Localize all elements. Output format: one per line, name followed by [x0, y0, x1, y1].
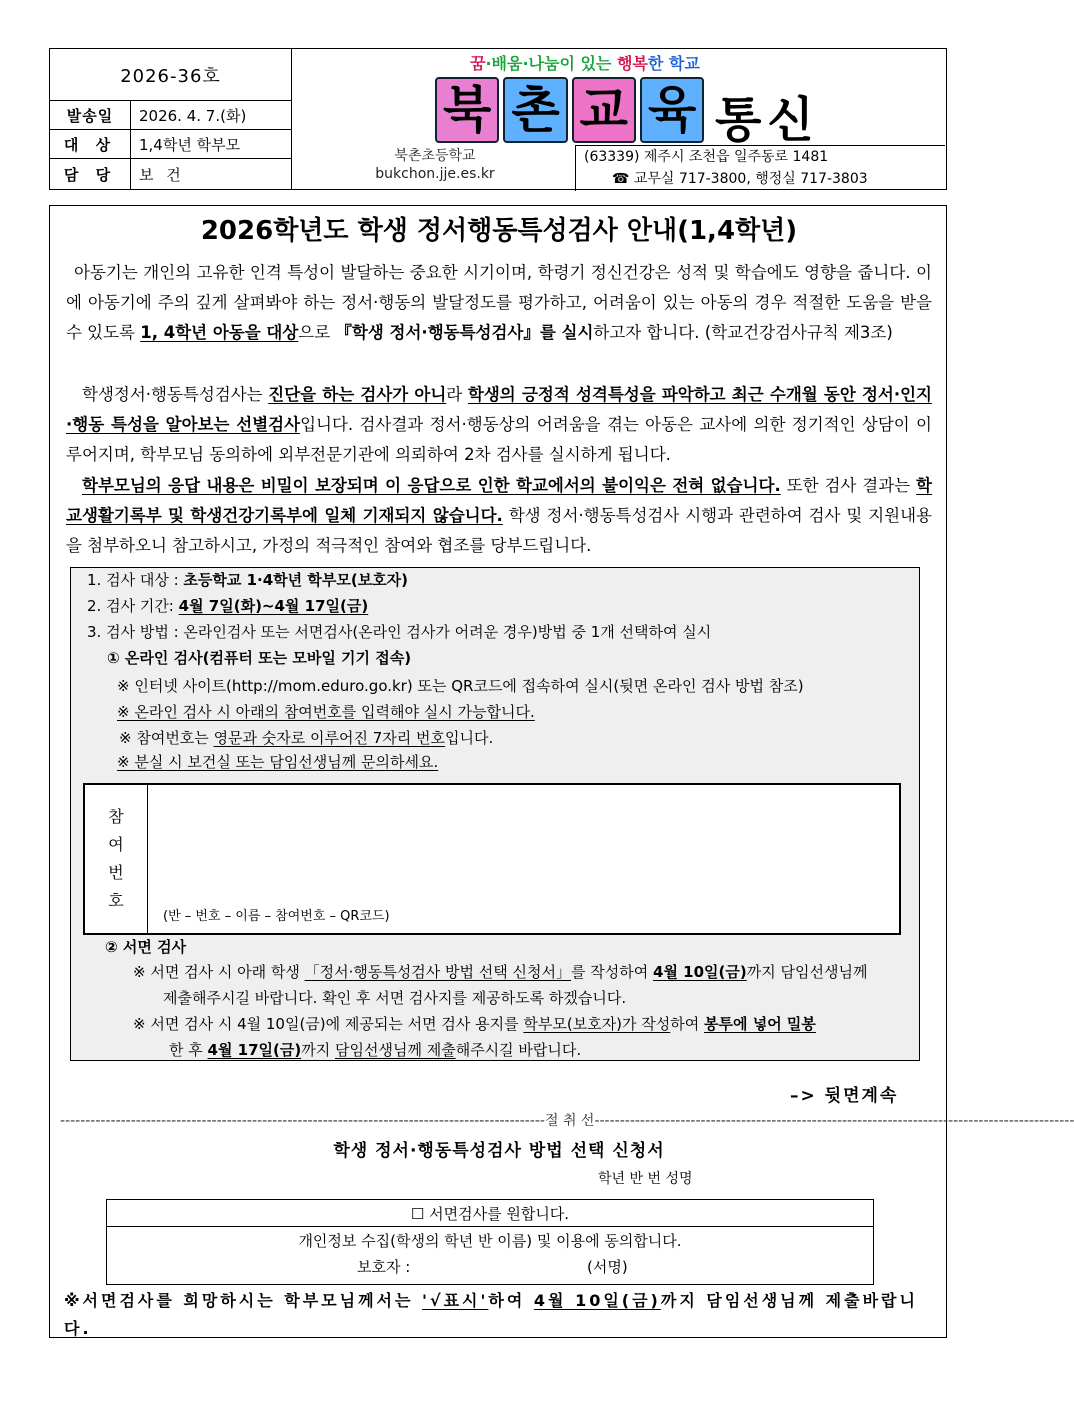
title-char-4: 육	[640, 77, 704, 143]
application-form	[106, 1199, 874, 1285]
school-slogan: 꿈·배움·나눔이 있는 행복한 학교	[470, 54, 700, 73]
guardian-label: 보호자 :	[357, 1258, 411, 1276]
signature-field[interactable]: (서명)	[587, 1258, 628, 1276]
charge-row	[50, 159, 292, 189]
online-code-note: ※ 온라인 검사 시 아래의 참여번호를 입력해야 실시 가능합니다.	[117, 703, 535, 721]
newsletter-title	[435, 77, 708, 143]
online-site-note: ※ 인터넷 사이트(http://mom.eduro.go.kr) 또는 QR코드에 접속하여 실시(뒷면 온라인 검사 방법 참조)	[117, 677, 804, 695]
title-suffix: 통신	[715, 92, 820, 148]
title-char-2: 촌	[503, 77, 567, 143]
title-char-1: 북	[435, 77, 499, 143]
exam-method: 3. 검사 방법 : 온라인검사 또는 서면검사(온라인 검사가 어려운 경우)방법 중 1개 선택하여 실시	[87, 623, 712, 641]
target-value: 1,4학년 학부모	[139, 135, 241, 154]
code-format-note: ※ 참여번호는 영문과 숫자로 이루어진 7자리 번호입니다.	[119, 729, 494, 747]
paragraph-3: 학부모님의 응답 내용은 비밀이 보장되며 이 응답으로 인한 학교에서의 불이익은 전혀 없습니다. 또한 검사 결과는 학교생활기록부 및 학생건강기록부에 일체 기재되지 않습니다. 학생 정서·행동특성검사 시행과 관련하여 검사 및 지원내용을 첨부하오니 참고하시고, 가정의 적극적인 참여와 협조를 당부드립니다.	[66, 476, 932, 555]
send-date-value: 2026. 4. 7.(화)	[139, 106, 247, 125]
paragraph-2: 학생정서·행동특성검사는 진단을 하는 검사가 아니라 학생의 긍정적 성격특성을 파악하고 최근 수개월 동안 정서·인지·행동 특성을 알아보는 선별검사입니다. 검사결과 정서·행동상의 어려움을 겪는 아동은 교사에 의한 정기적인 상담이 이루어지며, 학부모님 동의하에 외부전문기관에 의뢰하여 2차 검사를 실시하게 됩니다.	[66, 385, 932, 464]
title-char-3: 교	[572, 77, 636, 143]
paper-exam-note-1-cont: 제출해주시길 바랍니다. 확인 후 서면 검사지를 제공하도록 하겠습니다.	[163, 989, 627, 1007]
privacy-consent: 개인정보 수집(학생의 학년 반 이름) 및 이용에 동의합니다.	[298, 1232, 682, 1250]
target-row	[50, 130, 292, 159]
paper-exam-heading: ② 서면 검사	[105, 938, 187, 956]
charge-label: 담 당	[50, 159, 131, 189]
notice-title: 2026학년도 학생 정서행동특성검사 안내(1,4학년)	[200, 216, 798, 246]
paragraph-1: 아동기는 개인의 고유한 인격 특성이 발달하는 중요한 시기이며, 학령기 정신건강은 성적 및 학습에도 영향을 줍니다. 이에 아동기에 주의 깊게 살펴봐야 하는 정서·행동의 발달정도를 평가하고, 어려움이 있는 아동의 경우 적절한 도움을 받을 수 있도록 1, 4학년 아동을 대상으로 『학생 정서·행동특성검사』를 실시하고자 합니다. (학교건강검사규칙 제3조)	[66, 263, 932, 342]
main-notice	[49, 205, 1074, 1338]
school-phone: ☎ 교무실 717-3800, 행정실 717-3803	[612, 171, 868, 187]
exam-target: 1. 검사 대상 : 초등학교 1·4학년 학부모(보호자)	[87, 571, 409, 589]
exam-info-box	[70, 567, 920, 1061]
student-info-line: 학년 반 번 성명	[598, 1171, 693, 1187]
school-name: 북촌초등학교	[394, 148, 476, 164]
newsletter-header	[49, 48, 947, 190]
paper-exam-note-2: ※ 서면 검사 시 4월 10일(금)에 제공되는 서면 검사 용지를 학부모(보호자)가 작성하여 봉투에 넣어 밀봉	[133, 1015, 816, 1033]
school-url: bukchon.jje.es.kr	[375, 166, 495, 182]
lost-code-note: ※ 분실 시 보건실 또는 담임선생님께 문의하세요.	[117, 753, 439, 771]
continue-notice: –> 뒷면계속	[790, 1086, 899, 1106]
participation-number-label: 참 여 번 호	[85, 785, 148, 933]
send-date-label: 발송일	[50, 101, 131, 129]
exam-period: 2. 검사 기간: 4월 7일(화)~4월 17일(금)	[87, 597, 369, 615]
form-title: 학생 정서·행동특성검사 방법 선택 신청서	[333, 1141, 665, 1161]
school-address: (63339) 제주시 조천읍 일주동로 1481	[584, 149, 829, 165]
online-exam-heading: ① 온라인 검사(컴퓨터 또는 모바일 기기 접속)	[107, 649, 412, 667]
target-label: 대 상	[50, 130, 131, 158]
school-info	[300, 147, 570, 183]
participation-number-box	[83, 783, 901, 935]
footer-note: ※서면검사를 희망하시는 학부모님께서는 '√표시'하여 4월 10일(금)까지 담임선생님께 제출바랍니다.	[64, 1291, 918, 1338]
charge-value: 보 건	[139, 165, 185, 184]
paper-exam-checkbox[interactable]: ☐ 서면검사를 원합니다.	[107, 1200, 873, 1227]
paper-exam-note-1: ※ 서면 검사 시 아래 학생 「정서·행동특성검사 방법 선택 신청서」를 작성하여 4월 10일(금)까지 담임선생님께	[133, 963, 868, 981]
cut-line: ------------------------------------------------------------------------------------------------절 취 선-----------------------------------------------------------------------------------------------	[60, 1113, 1074, 1129]
school-contact	[575, 145, 945, 191]
issue-number: 2026-36호	[50, 49, 292, 101]
send-date-row	[50, 101, 292, 130]
paper-exam-note-2-cont: 한 후 4월 17일(금)까지 담임선생님께 제출해주시길 바랍니다.	[169, 1041, 582, 1059]
participation-number-format: (반 – 번호 – 이름 – 참여번호 – QR코드)	[163, 909, 390, 924]
